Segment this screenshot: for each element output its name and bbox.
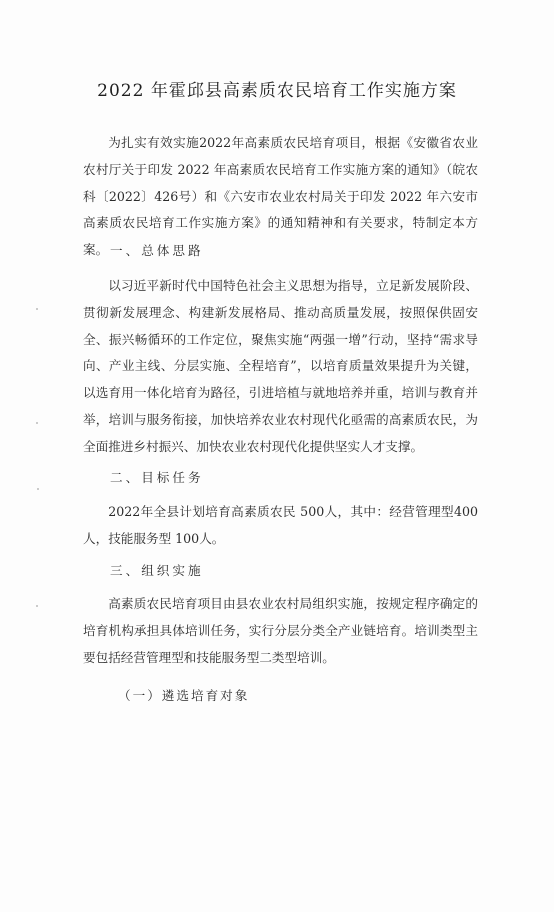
section-heading-overall-approach: 一、总体思路 xyxy=(110,243,204,258)
intro-paragraph: 为扎实有效实施2022年高素质农民培育项目，根据《安徽省农业农村厅关于印发 2022 年高素质农民培育工作实施方案的通知》（皖农科〔2022〕426号）和《六安市农业农村局关于印发 2022 年六安市高素质农民培育工作实施方案》的通知精神和有关要求，特制定本方案。 xyxy=(83,135,478,258)
scan-speck xyxy=(36,308,38,310)
scan-speck xyxy=(36,605,38,607)
section-body-overall-approach: 以习近平新时代中国特色社会主义思想为指导，立足新发展阶段、贯彻新发展理念、构建新发展格局、推动高质量发展，按照保供固安全、振兴畅循环的工作定位，聚焦实施“两强一增”行动，坚持“需求导向、产业主线、分层实施、全程培育”，以培育质量效果提升为关键，以选育用一体化培育为路径，引进培植与就地培养并重，培训与教育并举，培训与服务衔接，加快培养农业农村现代化亟需的高素质农民，为全面推进乡村振兴、加快农业农村现代化提供坚实人才支撑。 xyxy=(83,278,478,454)
document-title: 2022 年霍邱县高素质农民培育工作实施方案 xyxy=(97,81,457,101)
scan-speck xyxy=(37,488,39,490)
scan-speck xyxy=(36,422,38,424)
subheading-select-trainees: （一）遴选培育对象 xyxy=(118,688,250,703)
section-body-implementation: 高素质农民培育项目由县农业农村局组织实施，按规定程序确定的培育机构承担具体培训任务，实行分层分类全产业链培育。培训类型主要包括经营管理型和技能服务型二类型培训。 xyxy=(83,596,478,665)
section-heading-goals: 二、目标任务 xyxy=(110,470,204,485)
section-heading-implementation: 三、组织实施 xyxy=(110,563,204,578)
section-body-goals: 2022年全县计划培育高素质农民 500人，其中：经营管理型400人，技能服务型 100人。 xyxy=(83,504,478,546)
